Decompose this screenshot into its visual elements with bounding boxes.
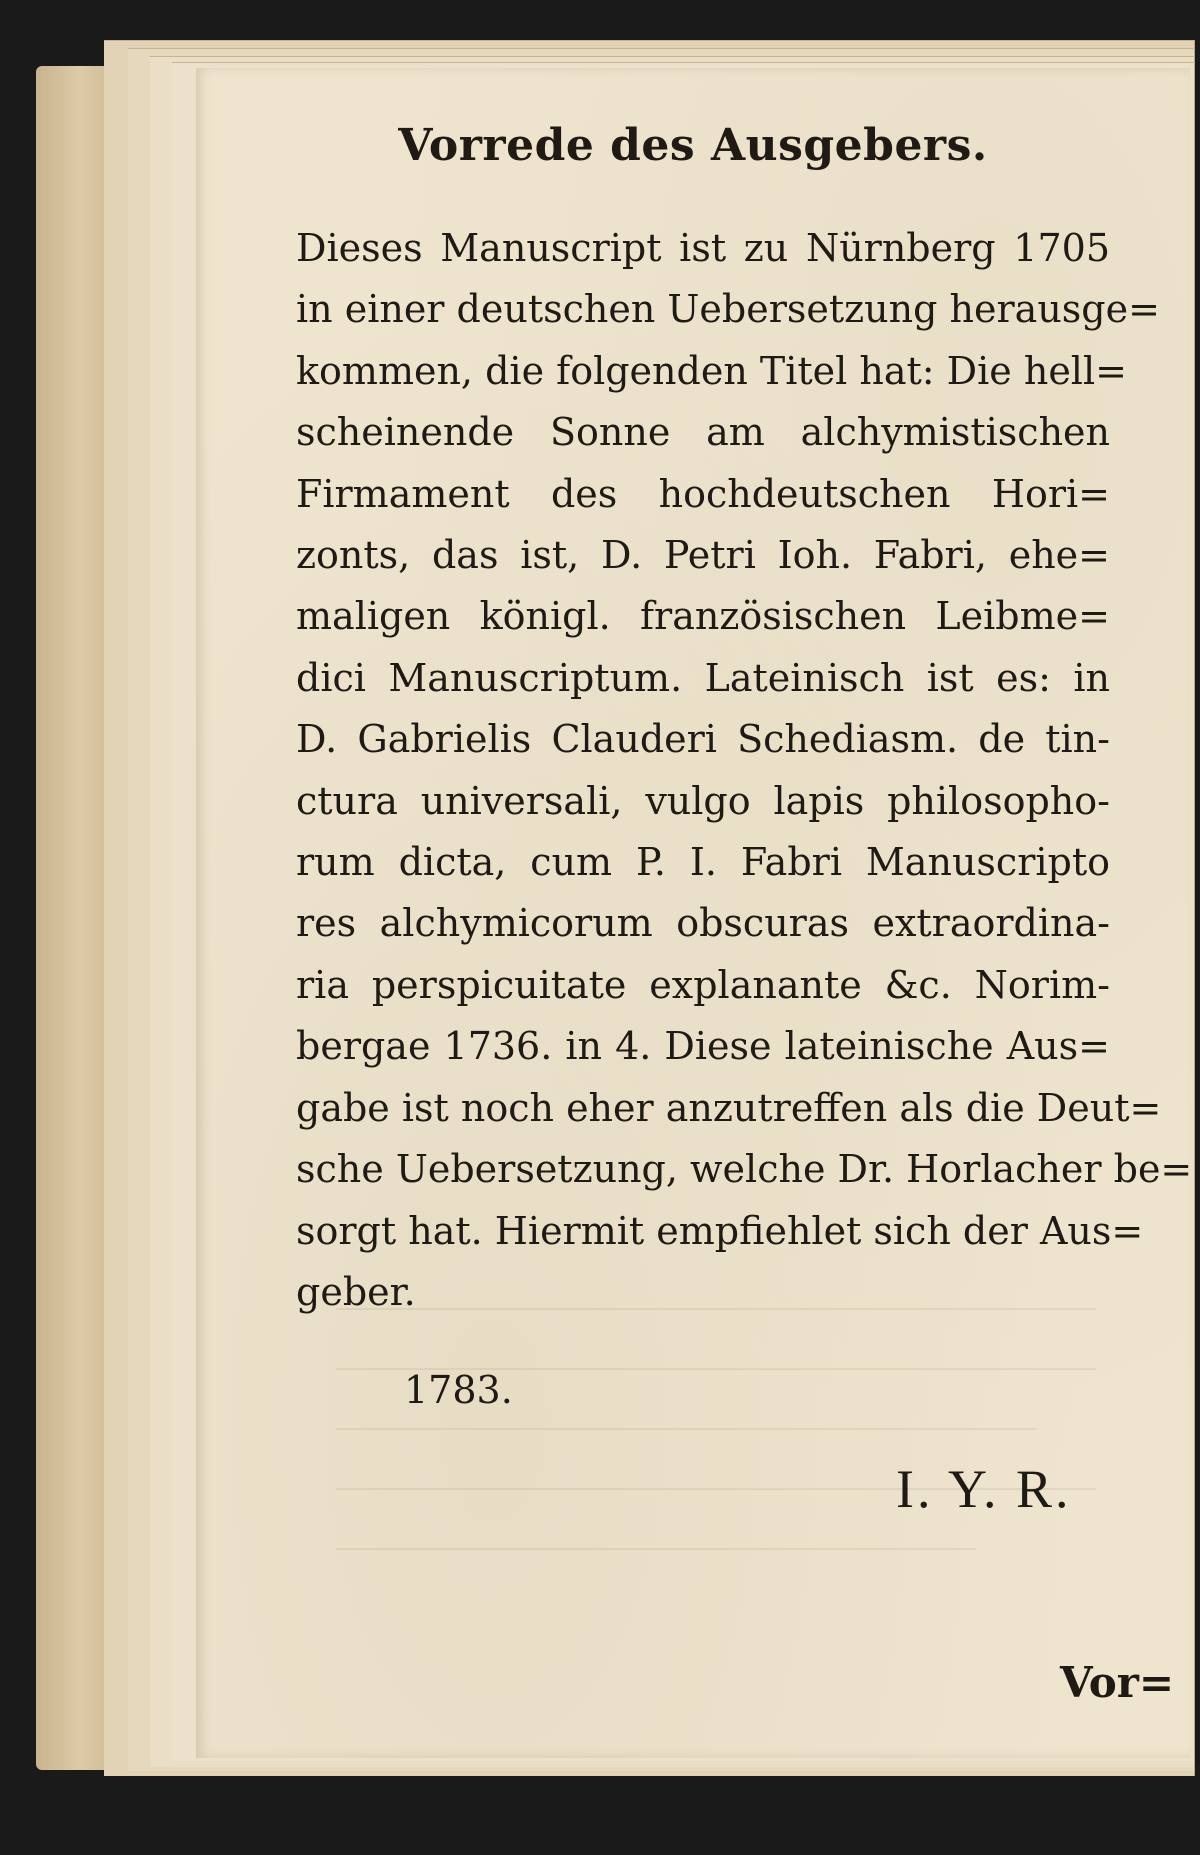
text-line: sche Uebersetzung, welche Dr. Horlacher be= [296,1147,1193,1192]
text-line: res alchymicorum obscuras extraordina- [296,901,1110,946]
text-line: D. Gabrielis Clauderi Schediasm. de tin- [296,717,1110,762]
text-line: kommen, die folgenden Titel hat: Die hell= [296,348,1127,393]
bleed-through-line [336,1428,1036,1430]
year: 1783. [404,1368,513,1412]
text-line: geber. [296,1269,416,1314]
text-line: gabe ist noch eher anzutreffen als die Deut= [296,1085,1162,1130]
text-line: zonts, das ist, D. Petri Ioh. Fabri, ehe= [296,533,1110,578]
text-line: Firmament des hochdeutschen Hori= [296,471,1110,516]
text-line: in einer deutschen Uebersetzung herausge= [296,287,1160,332]
text-line: rum dicta, cum P. I. Fabri Manuscripto [296,840,1110,885]
book-page [196,68,1193,1758]
author-initials: I. Y. R. [896,1459,1072,1519]
text-line: maligen königl. französischen Leibme= [296,594,1110,639]
text-line: sorgt hat. Hiermit empfiehlet sich der Aus= [296,1208,1144,1253]
page-header: Vorrede des Ausgebers. [398,120,988,171]
text-line: dici Manuscriptum. Lateinisch ist es: in [296,655,1110,700]
catchword: Vor= [1060,1658,1175,1707]
text-line: ria perspicuitate explanante &c. Norim- [296,962,1110,1007]
text-line: bergae 1736. in 4. Diese lateinische Aus= [296,1024,1110,1069]
text-line: Dieses Manuscript ist zu Nürnberg 1705 [296,226,1110,270]
body-paragraph [296,218,1193,1323]
text-line: ctura universali, vulgo lapis philosopho- [296,778,1110,823]
bleed-through-line [336,1548,976,1550]
text-line: scheinende Sonne am alchymistischen [296,410,1110,455]
